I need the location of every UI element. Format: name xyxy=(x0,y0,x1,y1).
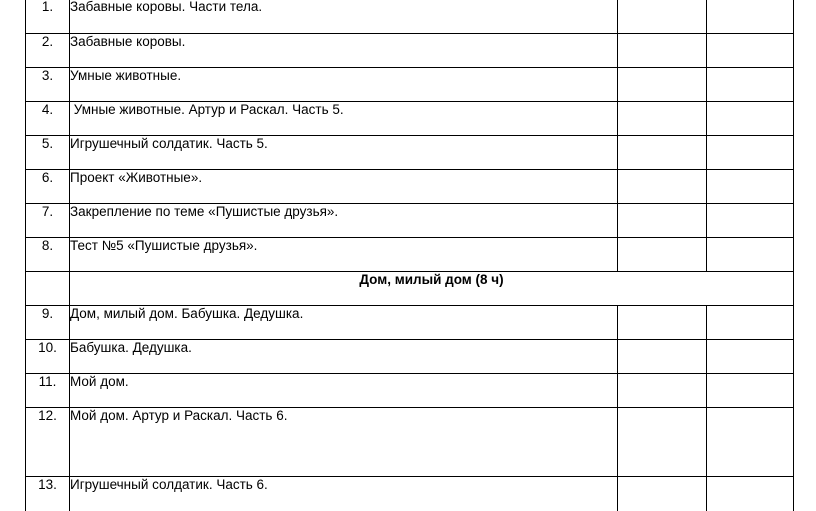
table-row xyxy=(26,408,794,477)
lesson-topic: Мой дом. xyxy=(70,374,618,408)
empty-cell xyxy=(618,0,707,34)
row-number: 3. xyxy=(26,68,70,102)
lesson-topic: Проект «Животные». xyxy=(70,170,618,204)
lesson-topic: Бабушка. Дедушка. xyxy=(70,340,618,374)
empty-cell xyxy=(707,340,794,374)
row-number: 4. xyxy=(26,102,70,136)
empty-cell xyxy=(707,238,794,272)
empty-cell xyxy=(618,306,707,340)
row-number: 1. xyxy=(26,0,70,34)
row-number: 2. xyxy=(26,34,70,68)
lesson-topic: Закрепление по теме «Пушистые друзья». xyxy=(70,204,618,238)
lesson-topic: Умные животные. xyxy=(70,68,618,102)
row-number: 12. xyxy=(26,408,70,477)
table-row xyxy=(26,374,794,408)
empty-cell xyxy=(618,408,707,477)
empty-cell xyxy=(618,340,707,374)
empty-cell xyxy=(618,68,707,102)
empty-cell xyxy=(707,204,794,238)
empty-cell xyxy=(707,0,794,34)
empty-cell xyxy=(707,34,794,68)
empty-cell xyxy=(618,102,707,136)
empty-cell xyxy=(707,136,794,170)
row-number: 6. xyxy=(26,170,70,204)
empty-cell xyxy=(707,408,794,477)
row-number: 7. xyxy=(26,204,70,238)
table-row xyxy=(26,340,794,374)
table-row xyxy=(26,68,794,102)
row-number: 10. xyxy=(26,340,70,374)
lesson-topic: Игрушечный солдатик. Часть 6. xyxy=(70,477,618,511)
lesson-plan-table xyxy=(25,0,794,511)
table-row xyxy=(26,477,794,511)
table-row xyxy=(26,34,794,68)
row-number: 8. xyxy=(26,238,70,272)
table-row xyxy=(26,136,794,170)
empty-cell xyxy=(707,102,794,136)
lesson-topic: Игрушечный солдатик. Часть 5. xyxy=(70,136,618,170)
empty-cell xyxy=(707,477,794,511)
section-header-row xyxy=(26,272,794,306)
empty-cell xyxy=(707,170,794,204)
lesson-topic: Умные животные. Артур и Раскал. Часть 5. xyxy=(70,102,618,136)
empty-cell xyxy=(618,477,707,511)
row-number: 13. xyxy=(26,477,70,511)
lesson-topic: Забавные коровы. Части тела. xyxy=(70,0,618,34)
empty-cell xyxy=(707,68,794,102)
table-row xyxy=(26,0,794,34)
empty-cell xyxy=(618,374,707,408)
row-number: 5. xyxy=(26,136,70,170)
empty-cell xyxy=(707,374,794,408)
lesson-topic: Дом, милый дом. Бабушка. Дедушка. xyxy=(70,306,618,340)
table-row xyxy=(26,238,794,272)
table-row xyxy=(26,102,794,136)
empty-cell xyxy=(618,136,707,170)
empty-cell xyxy=(26,272,70,306)
table-row xyxy=(26,204,794,238)
row-number: 9. xyxy=(26,306,70,340)
empty-cell xyxy=(618,34,707,68)
empty-cell xyxy=(618,170,707,204)
lesson-topic: Забавные коровы. xyxy=(70,34,618,68)
empty-cell xyxy=(618,238,707,272)
section-title: Дом, милый дом (8 ч) xyxy=(70,272,794,306)
lesson-topic: Тест №5 «Пушистые друзья». xyxy=(70,238,618,272)
row-number: 11. xyxy=(26,374,70,408)
lesson-topic: Мой дом. Артур и Раскал. Часть 6. xyxy=(70,408,618,477)
empty-cell xyxy=(707,306,794,340)
empty-cell xyxy=(618,204,707,238)
table-row xyxy=(26,170,794,204)
table-row xyxy=(26,306,794,340)
